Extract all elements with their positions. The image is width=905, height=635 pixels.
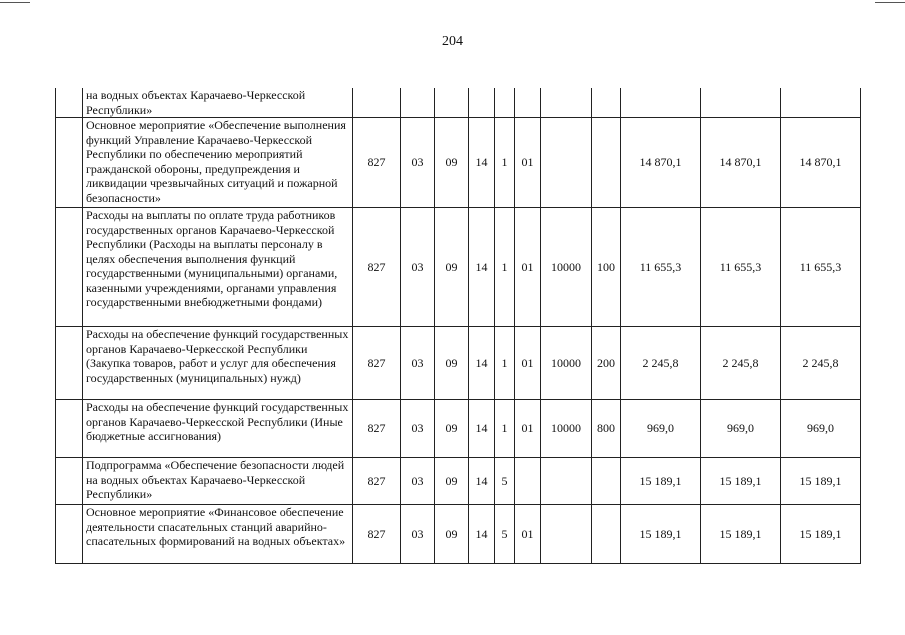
cell-event: 01: [515, 327, 541, 400]
cell-admin: 827: [353, 327, 401, 400]
cell-section: 03: [401, 327, 435, 400]
cell-subsection: 09: [435, 400, 469, 458]
cell-amount2: 969,0: [701, 400, 781, 458]
cell-event: 01: [515, 505, 541, 564]
cell-subsection: 09: [435, 118, 469, 208]
cell-amount2: 2 245,8: [701, 327, 781, 400]
cell-amount1: 2 245,8: [621, 327, 701, 400]
cell-subsection: 09: [435, 327, 469, 400]
cell-expense-type: 200: [592, 327, 621, 400]
cell-amount3: [781, 88, 861, 118]
cell-direction: 10000: [541, 400, 592, 458]
cell-amount2: 15 189,1: [701, 505, 781, 564]
cell-subsection: [435, 88, 469, 118]
row-description: Подпрограмма «Обеспечение безопасности людей на водных объектах Карачаево-Черкесской Республики»: [83, 458, 353, 505]
cell-amount1: [621, 88, 701, 118]
cell-direction: [541, 88, 592, 118]
cell-amount1: 11 655,3: [621, 208, 701, 327]
cell-amount3: 15 189,1: [781, 505, 861, 564]
table-row: [56, 118, 861, 208]
cell-subprogram: 1: [495, 400, 515, 458]
cell-amount3: 969,0: [781, 400, 861, 458]
cell-program: 14: [469, 327, 495, 400]
row-description: Расходы на обеспечение функций государственных органов Карачаево-Черкесской Республики (Иные бюджетные ассигнования): [83, 400, 353, 458]
row-marker-cell: [56, 118, 83, 208]
cell-program: [469, 88, 495, 118]
cell-direction: [541, 458, 592, 505]
cell-program: 14: [469, 208, 495, 327]
page-number: 204: [442, 34, 463, 49]
row-description: Основное мероприятие «Финансовое обеспечение деятельности спасательных станций аварийно-спасательных формирований на водных объектах»: [83, 505, 353, 564]
row-description: Расходы на выплаты по оплате труда работников государственных органов Карачаево-Черкесской Республики (Расходы на выплаты персоналу в целях обеспечения выполнения функций государственными (муниципальными) органами, казенными учреждениями, органами управления государственными внебюджетными фондами): [83, 208, 353, 327]
cell-subprogram: [495, 88, 515, 118]
table-row: [56, 458, 861, 505]
cell-amount3: 15 189,1: [781, 458, 861, 505]
cell-amount3: 14 870,1: [781, 118, 861, 208]
cell-program: 14: [469, 400, 495, 458]
row-description: на водных объектах Карачаево-Черкесской Республики»: [83, 88, 353, 118]
cell-event: 01: [515, 208, 541, 327]
cell-amount1: 969,0: [621, 400, 701, 458]
cell-subprogram: 5: [495, 505, 515, 564]
row-marker-cell: [56, 327, 83, 400]
cell-expense-type: [592, 505, 621, 564]
cell-amount3: 11 655,3: [781, 208, 861, 327]
cell-event: [515, 88, 541, 118]
row-marker-cell: [56, 208, 83, 327]
cell-subprogram: 1: [495, 327, 515, 400]
row-description: Основное мероприятие «Обеспечение выполнения функций Управление Карачаево-Черкесской Республики по обеспечению мероприятий гражданской обороны, предупреждения и ликвидации чрезвычайных ситуаций и пожарной безопасности»: [83, 118, 353, 208]
cell-direction: 10000: [541, 208, 592, 327]
cell-section: 03: [401, 400, 435, 458]
cell-event: 01: [515, 400, 541, 458]
cell-amount2: 11 655,3: [701, 208, 781, 327]
cell-amount3: 2 245,8: [781, 327, 861, 400]
cell-direction: [541, 505, 592, 564]
cell-amount1: 15 189,1: [621, 505, 701, 564]
cell-event: 01: [515, 118, 541, 208]
top-rule-right: [875, 2, 905, 3]
cell-admin: [353, 88, 401, 118]
cell-subprogram: 5: [495, 458, 515, 505]
cell-expense-type: [592, 458, 621, 505]
table-row: [56, 208, 861, 327]
top-rule-left: [0, 2, 30, 3]
table-row: [56, 88, 861, 118]
table-row: [56, 400, 861, 458]
cell-direction: 10000: [541, 327, 592, 400]
cell-admin: 827: [353, 208, 401, 327]
cell-amount1: 14 870,1: [621, 118, 701, 208]
cell-program: 14: [469, 458, 495, 505]
table-row: [56, 505, 861, 564]
row-marker-cell: [56, 505, 83, 564]
budget-table: [55, 88, 861, 564]
cell-section: 03: [401, 118, 435, 208]
cell-program: 14: [469, 505, 495, 564]
cell-direction: [541, 118, 592, 208]
cell-section: 03: [401, 208, 435, 327]
cell-admin: 827: [353, 118, 401, 208]
cell-expense-type: [592, 88, 621, 118]
cell-subsection: 09: [435, 505, 469, 564]
cell-subprogram: 1: [495, 208, 515, 327]
cell-amount1: 15 189,1: [621, 458, 701, 505]
cell-amount2: 15 189,1: [701, 458, 781, 505]
cell-event: [515, 458, 541, 505]
cell-admin: 827: [353, 505, 401, 564]
cell-subprogram: 1: [495, 118, 515, 208]
cell-expense-type: 100: [592, 208, 621, 327]
row-marker-cell: [56, 400, 83, 458]
cell-admin: 827: [353, 458, 401, 505]
cell-amount2: 14 870,1: [701, 118, 781, 208]
row-marker-cell: [56, 88, 83, 118]
cell-expense-type: 800: [592, 400, 621, 458]
cell-subsection: 09: [435, 208, 469, 327]
cell-program: 14: [469, 118, 495, 208]
row-marker-cell: [56, 458, 83, 505]
cell-section: 03: [401, 505, 435, 564]
cell-section: [401, 88, 435, 118]
cell-admin: 827: [353, 400, 401, 458]
row-description: Расходы на обеспечение функций государственных органов Карачаево-Черкесской Республики (Закупка товаров, работ и услуг для обеспечения государственных (муниципальных) нужд): [83, 327, 353, 400]
cell-section: 03: [401, 458, 435, 505]
cell-amount2: [701, 88, 781, 118]
cell-expense-type: [592, 118, 621, 208]
cell-subsection: 09: [435, 458, 469, 505]
table-row: [56, 327, 861, 400]
